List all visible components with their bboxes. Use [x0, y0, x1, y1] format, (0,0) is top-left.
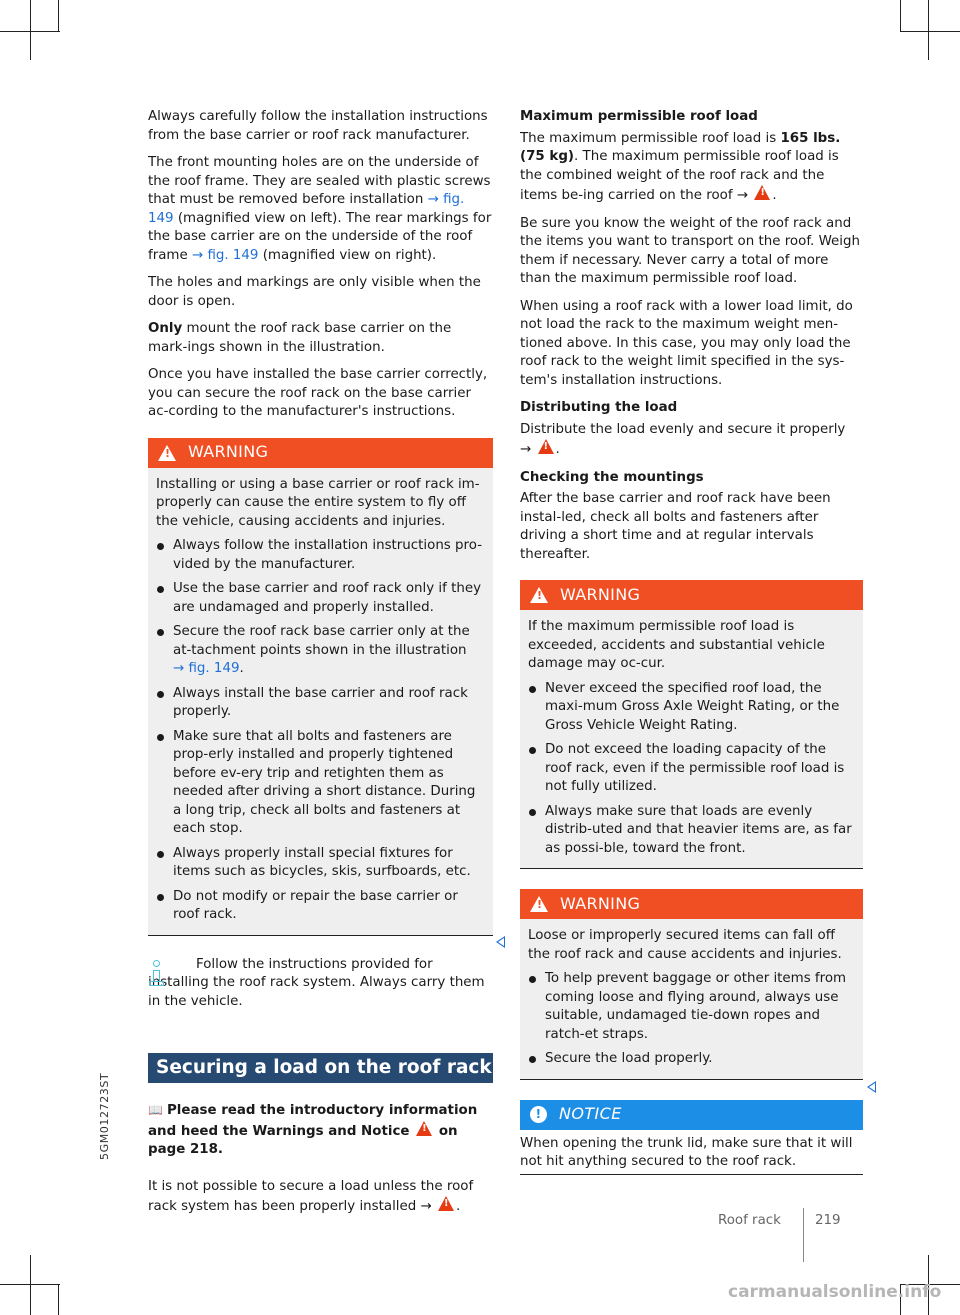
section-heading: Securing a load on the roof rack [148, 1053, 493, 1083]
notice-text: When opening the trunk lid, make sure that it will not hit anything secured to the roof rack. [520, 1135, 853, 1169]
crop-mark [928, 0, 929, 60]
notice-title: NOTICE [559, 1104, 622, 1124]
info-note [148, 956, 493, 1012]
text: . [555, 442, 560, 457]
emphasis: 165 lbs. (75 kg) [520, 130, 841, 164]
warning-body [520, 610, 863, 868]
warning-triangle-icon [530, 896, 548, 912]
warning-body [520, 919, 863, 1079]
subheading: Checking the mountings [520, 469, 704, 485]
text: Please read the introductory information and heed the Warnings and Notice [148, 1103, 478, 1139]
warning-triangle-icon [438, 1196, 454, 1211]
left-column [148, 108, 493, 1226]
paragraph [520, 130, 863, 206]
paragraph [148, 154, 493, 265]
notice-header [520, 1100, 863, 1130]
text: The maximum permissible roof load is [520, 130, 781, 146]
paragraph: The holes and markings are only visible when the door is open. [148, 275, 481, 309]
list-item: Always install the base carrier and roof rack properly. [156, 685, 485, 722]
paragraph [520, 421, 863, 460]
warning-list [528, 970, 855, 1069]
document-code: 5GM012723ST [98, 1072, 111, 1160]
list-item: Use the base carrier and roof rack only if they are undamaged and properly installed. [156, 580, 485, 617]
paragraph: Be sure you know the weight of the roof rack and the items you want to transport on the roof. Weigh them if necessary. Never carry a total of more than the maximum permissible roof load. [520, 215, 860, 286]
paragraph: When using a roof rack with a lower load limit, do not load the rack to the maximum weight men-tioned above. In this case, you may only load the roof rack to the weight limit specified in the sys-tem's installation instructions. [520, 298, 853, 388]
list-item: Make sure that all bolts and fasteners are prop-erly installed and properly tightened before ev-ery trip and retighten them as needed after driving a short distance. During a long trip, check all bolts and fasteners at each stop. [156, 728, 485, 839]
list-item: Always make sure that loads are evenly distrib-uted and that heavier items are, as far as possi-ble, toward the front. [528, 803, 855, 859]
warning-list [528, 680, 855, 859]
paragraph: Always carefully follow the installation instructions from the base carrier or roof rack manufacturer. [148, 109, 488, 143]
warning-triangle-icon [530, 587, 548, 603]
list-item [156, 623, 485, 679]
notice-box [520, 1100, 863, 1175]
notice-body [520, 1130, 863, 1175]
arrow: → [520, 442, 532, 457]
exclamation-icon: ! [530, 1106, 547, 1123]
end-of-section-icon [496, 936, 505, 948]
intro-text [148, 1101, 493, 1160]
right-column [520, 108, 863, 1175]
warning-box [520, 580, 863, 869]
crop-mark [58, 0, 59, 32]
arrow: → [736, 188, 749, 203]
end-of-section-icon [867, 1081, 876, 1093]
warning-body [148, 468, 493, 935]
list-item: Never exceed the specified roof load, the maxi-mum Gross Axle Weight Rating, or the Gross Vehicle Weight Rating. [528, 680, 855, 736]
arrow: → [420, 1199, 432, 1214]
paragraph [148, 1178, 493, 1217]
warning-triangle-icon [754, 185, 770, 200]
warning-header [148, 438, 493, 468]
warning-triangle-icon [158, 445, 176, 461]
info-icon [148, 960, 164, 986]
subheading: Maximum permissible roof load [520, 109, 758, 124]
footer-divider [803, 1208, 804, 1262]
figure-link[interactable]: → fig. 149 [191, 247, 259, 263]
text: Secure the roof rack base carrier only at the at-tachment points shown in the illustration [173, 624, 470, 658]
warning-title: WARNING [560, 584, 641, 604]
emphasis: Only [148, 321, 183, 336]
list-item: Always follow the installation instructions pro-vided by the manufacturer. [156, 537, 485, 574]
warning-header [520, 580, 863, 610]
warning-title: WARNING [560, 893, 641, 913]
book-icon: 📖 [148, 1103, 163, 1117]
subheading: Distributing the load [520, 400, 678, 415]
list-item: Do not exceed the loading capacity of the roof rack, even if the permissible roof load is not fully utilized. [528, 741, 855, 797]
text: on page 218. [148, 1123, 458, 1157]
text: . [456, 1199, 461, 1214]
text: . [239, 661, 244, 676]
figure-link[interactable]: → fig. 149 [173, 661, 240, 676]
warning-header [520, 889, 863, 919]
list-item: Secure the load properly. [528, 1050, 855, 1069]
note-text: Follow the instructions provided for installing the roof rack system. Always carry them in the vehicle. [148, 956, 485, 1009]
list-item: To help prevent baggage or other items from coming loose and flying around, always use suitable, undamaged tie-down ropes and ratch-et straps. [528, 970, 855, 1044]
paragraph: After the base carrier and roof rack have been instal-led, check all bolts and fasteners after driving a short time and at regular intervals thereafter. [520, 491, 831, 562]
warning-box [148, 438, 493, 936]
list-item: Do not modify or repair the base carrier or roof rack. [156, 888, 485, 925]
warning-list [156, 537, 485, 925]
page-number: 219 [815, 1213, 841, 1228]
paragraph: Once you have installed the base carrier correctly, you can secure the roof rack on the base carrier ac-cording to the manufacturer's instructions. [148, 367, 488, 419]
warning-triangle-icon [416, 1121, 432, 1136]
text: It is not possible to secure a load unless the roof rack system has been properly installed [148, 1178, 474, 1214]
warning-triangle-icon [538, 439, 554, 454]
text: . [772, 188, 777, 203]
text: mount the roof rack base carrier on the mark-ings shown in the illustration. [148, 321, 452, 355]
warning-title: WARNING [188, 442, 269, 462]
text: The front mounting holes are on the underside of the roof frame. They are sealed with plastic screws that must be removed before installation [148, 155, 491, 207]
crop-mark [900, 0, 901, 32]
crop-mark [30, 1255, 31, 1315]
text: (magnified view on right). [258, 247, 437, 263]
footer-section-name: Roof rack [718, 1213, 781, 1228]
warning-box [520, 889, 863, 1080]
warning-intro: Installing or using a base carrier or roof rack im-properly can cause the entire system to fly off the vehicle, causing accidents and injuries. [156, 476, 480, 529]
paragraph [148, 320, 493, 357]
warning-intro: If the maximum permissible roof load is exceeded, accidents and substantial vehicle damage may oc-cur. [528, 619, 825, 671]
list-item: Always properly install special fixtures for items such as bicycles, skis, surfboards, etc. [156, 845, 485, 882]
text: Distribute the load evenly and secure it properly [520, 421, 846, 437]
text: (magnified view on left). The rear markings for the base carrier are on the underside of the roof frame [148, 210, 492, 263]
text: . The maximum permissible roof load is the combined weight of the roof rack and the items be-ing carried on the roof [520, 149, 839, 203]
crop-mark [30, 0, 31, 60]
watermark: carmanualsonline.info [728, 1282, 942, 1302]
figure-link[interactable]: → fig. 149 [148, 192, 465, 226]
crop-mark [58, 1284, 59, 1315]
warning-intro: Loose or improperly secured items can fall off the roof rack and cause accidents and injuries. [528, 928, 842, 962]
crop-mark [900, 31, 960, 32]
